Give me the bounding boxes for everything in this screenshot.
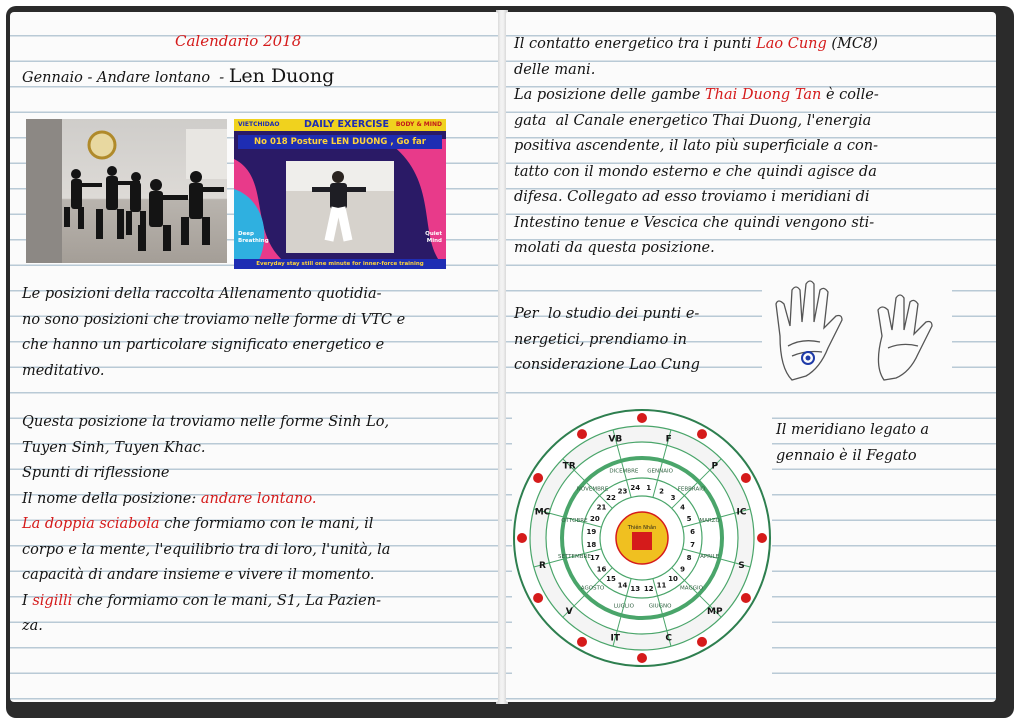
wheel-zodiac-icon — [577, 637, 587, 647]
wheel-month-label: MARZO — [699, 517, 720, 524]
subtitle-posture-name: Len Duong — [228, 65, 335, 87]
wheel-meridian-code: F — [665, 434, 672, 445]
intro-paragraph — [22, 282, 405, 384]
poster-left-note: Deep Breathing — [238, 231, 269, 244]
wheel-zodiac-icon — [637, 413, 647, 423]
wheel-hour-number: 19 — [586, 527, 597, 536]
wheel-hour-number: 22 — [606, 494, 616, 502]
wheel-zodiac-icon — [697, 637, 707, 647]
wheel-meridian-code: R — [539, 560, 546, 571]
wheel-month-label: FEBBRAIO — [677, 486, 706, 493]
open-hands-drawing — [762, 276, 952, 388]
wheel-meridian-code: VB — [608, 434, 623, 445]
wheel-meridian-code: C — [665, 633, 673, 644]
page-title: Calendario 2018 — [175, 32, 302, 50]
wheel-hour-number: 10 — [668, 574, 678, 583]
meridian-clock-wheel — [512, 402, 772, 674]
text-line: capacità di andare insieme e vivere il momento. — [22, 567, 375, 583]
text-line: Spunti di riflessione — [22, 465, 170, 481]
text-line: nergetici, prendiamo in — [514, 331, 687, 348]
text-line: considerazione Lao Cung — [514, 357, 700, 373]
wheel-hour-number: 13 — [630, 585, 641, 593]
highlight-lao-cung: Lao Cung — [756, 36, 827, 52]
group-practice-photo — [26, 119, 227, 263]
text-line: positiva ascendente, il lato più superficiale a con- — [514, 138, 878, 154]
wheel-zodiac-icon — [697, 429, 707, 439]
left-page — [10, 12, 498, 702]
poster-header — [234, 119, 446, 131]
wheel-center-glyph — [632, 532, 652, 550]
text-line: La posizione delle gambe — [514, 87, 705, 103]
wheel-zodiac-icon — [517, 533, 527, 543]
wheel-month-label: DICEMBRE — [609, 468, 639, 475]
wheel-month-label: AGOSTO — [580, 585, 605, 592]
wheel-hour-number: 4 — [680, 503, 685, 512]
poster-brand: VIETCHIDAO — [238, 121, 280, 128]
meridian-note — [776, 418, 929, 469]
right-page — [506, 12, 996, 702]
wheel-hour-number: 8 — [686, 554, 692, 562]
poster-footer: Everyday stay still one minute for inner-force training — [256, 261, 424, 267]
text-line: I — [22, 592, 33, 609]
intro-line: Le posizioni della raccolta Allenamento quotidia- — [22, 286, 382, 302]
text-line: che formiamo con le mani, il — [159, 516, 374, 532]
text-line: (MC8) — [826, 36, 878, 52]
wheel-meridian-code: IC — [736, 507, 747, 518]
wheel-zodiac-icon — [533, 593, 543, 603]
group-photo-figures — [26, 119, 227, 263]
text-line: Il meridiano legato a — [776, 422, 930, 438]
wheel-month-label: NOVEMBRE — [576, 486, 609, 493]
wheel-meridian-code: IT — [610, 633, 621, 644]
wheel-hour-number: 11 — [656, 581, 667, 590]
daily-exercise-poster — [234, 119, 446, 269]
poster-right-note: Quiet Mind — [425, 231, 442, 244]
wheel-hour-number: 12 — [643, 585, 654, 593]
wheel-month-label: GIUGNO — [648, 603, 672, 610]
intro-line: meditativo. — [22, 362, 105, 379]
wheel-zodiac-icon — [741, 473, 751, 483]
wheel-zodiac-icon — [741, 593, 751, 603]
text-line: gata al Canale energetico Thai Duong, l'energia — [514, 112, 872, 129]
wheel-hour-number: 9 — [680, 565, 685, 574]
wheel-hour-number: 18 — [586, 541, 597, 550]
highlight-doppia-sciabola: La doppia sciabola — [22, 516, 160, 532]
text-line: gennaio è il Fegato — [776, 447, 917, 464]
wheel-hour-number: 6 — [690, 527, 696, 536]
wheel-zodiac-icon — [637, 653, 647, 663]
wheel-month-label: GENNAIO — [647, 468, 673, 475]
study-paragraph — [514, 302, 700, 379]
poster-tag: BODY & MIND — [395, 121, 442, 128]
wheel-month-label: LUGLIO — [613, 603, 634, 610]
wheel-hour-number: 14 — [617, 581, 628, 590]
wheel-meridian-code: S — [738, 560, 745, 571]
text-line: za. — [22, 618, 43, 634]
text-line: che formiamo con le mani, S1, La Pazien- — [72, 592, 381, 609]
text-line: Il contatto energetico tra i punti — [514, 36, 757, 52]
wheel-hour-number: 15 — [606, 574, 616, 583]
wheel-meridian-code: MP — [707, 607, 723, 617]
highlight-thai-duong-tan: Thai Duong Tan — [705, 87, 822, 103]
wheel-meridian-code: MC — [534, 507, 551, 518]
text-line: corpo e la mente, l'equilibrio tra di loro, l'unità, la — [22, 541, 391, 558]
wheel-hour-number: 5 — [686, 514, 692, 523]
text-line: è colle- — [821, 87, 879, 103]
intro-line: no sono posizioni che troviamo nelle forme di VTC e — [22, 311, 406, 328]
wheel-hour-number: 17 — [590, 554, 600, 562]
wheel-zodiac-icon — [577, 429, 587, 439]
text-line: tatto con il mondo esterno e che quindi agisce da — [514, 163, 877, 180]
month-subtitle — [22, 64, 334, 92]
wheel-month-label: APRILE — [700, 554, 720, 560]
wheel-hour-number: 16 — [596, 565, 607, 574]
wheel-hour-number: 24 — [630, 483, 641, 492]
wheel-meridian-code: P — [711, 461, 719, 472]
text-line: molati da questa posizione. — [514, 240, 715, 256]
text-line: delle mani. — [514, 61, 596, 78]
wheel-hour-number: 2 — [659, 487, 664, 496]
wheel-hour-number: 21 — [596, 503, 607, 512]
text-line: Tuyen Sinh, Tuyen Khac. — [22, 439, 206, 456]
text-line: Questa posizione la troviamo nelle forme Sinh Lo, — [22, 414, 390, 430]
meridian-wheel-svg — [512, 402, 772, 674]
wheel-month-label: MAGGIO — [680, 585, 703, 592]
highlight-sigilli: sigilli — [32, 592, 73, 609]
reflection-paragraph — [22, 410, 390, 640]
text-line: Intestino tenue e Vescica che quindi vengono sti- — [514, 214, 875, 231]
poster-heading: DAILY EXERCISE — [304, 119, 389, 130]
hands-illustration — [762, 276, 952, 388]
wheel-hour-number: 3 — [670, 494, 676, 502]
text-line: difesa. Collegato ad esso troviamo i meridiani di — [514, 189, 870, 205]
wheel-hour-number: 20 — [590, 514, 600, 523]
wheel-hour-number: 23 — [617, 487, 628, 496]
wheel-month-label: SETTEMBRE — [557, 554, 591, 560]
wheel-center-label: Thiên Nhân — [627, 525, 657, 531]
wheel-zodiac-icon — [533, 473, 543, 483]
text-line: Il nome della posizione: — [22, 490, 201, 507]
highlight-andare-lontano: andare lontano. — [200, 490, 317, 507]
wheel-meridian-code: V — [565, 607, 573, 617]
wheel-meridian-code: TR — [562, 461, 576, 472]
wheel-zodiac-icon — [757, 533, 767, 543]
poster-caption: No 018 Posture LEN DUONG , Go far — [238, 135, 442, 149]
wheel-hour-number: 1 — [646, 483, 652, 492]
wheel-month-label: OTTOBRE — [561, 517, 588, 524]
intro-line: che hanno un particolare significato energetico e — [22, 337, 385, 353]
subtitle-month: Gennaio - Andare lontano - — [22, 70, 225, 86]
wheel-hour-number: 7 — [690, 541, 696, 550]
energy-paragraph — [514, 32, 879, 262]
text-line: Per lo studio dei punti e- — [514, 306, 700, 322]
